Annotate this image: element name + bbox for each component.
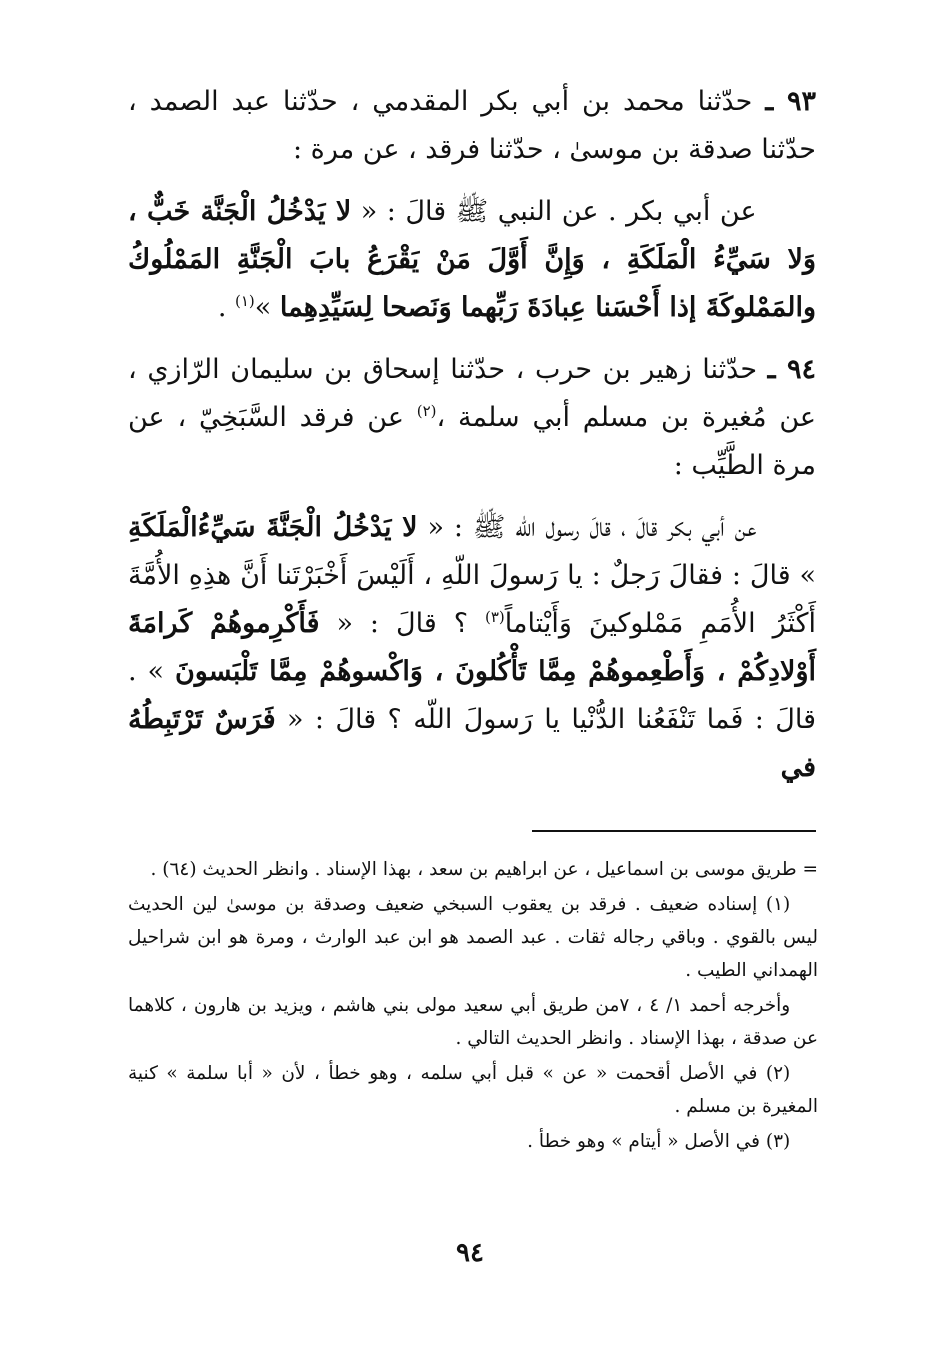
- footnote-continuation: = طريق موسى بن اسماعيل ، عن ابراهيم بن سعد ، بهذا الإسناد . وانظر الحديث (٦٤) .: [150, 859, 818, 880]
- hadith-94-isnad: [128, 346, 816, 490]
- hadith-94-part1: عن أبي بكر قالَ ، قالَ رسول الله ﷺ : «: [417, 512, 757, 543]
- hadith-93-isnad: [128, 78, 816, 174]
- hadith-93-close: »: [254, 292, 280, 323]
- footnote-ref-2: (٢): [416, 402, 437, 420]
- page-number: ٩٤: [456, 1238, 484, 1268]
- footnote-ref-3: (٣): [484, 608, 505, 626]
- footnote-ref-1: (١): [235, 292, 255, 310]
- hadith-94-matn3: فَرَسٌ تَرْتَبِطُهُ في: [128, 704, 816, 783]
- footnote-3: (٣) في الأصل « أيتام » وهو خطأ .: [527, 1131, 791, 1152]
- footnotes: [128, 853, 818, 1160]
- hadith-94-chain-a: حدّثنا زهير بن حرب ، حدّثنا إسحاق بن سليمان الرّازي ، عن مُغيرة بن مسلم أبي سلمة ،: [128, 354, 816, 433]
- hadith-93-number: ٩٣ ـ: [765, 86, 816, 117]
- hadith-93-text: [128, 188, 816, 332]
- hadith-94-chain-b: عن فرقد السَّبَخِيّ ، عن مرة الطَّيِّب :: [128, 402, 816, 481]
- hadith-94-matn1: لا يَدْخُلُ الْجَنَّةَ سَيِّءُالْمَلَكَةِ: [128, 512, 418, 543]
- hadith-94-text: [128, 504, 816, 792]
- hadith-94-part2: » قالَ : فقالَ رَجلٌ : يا رَسولَ اللّهِ ، أَلَيْسَ أَخْبَرْتَنا أَنَّ هذِهِ الأُمَّةَ أَكْثَرُ الأُمَمِ مَمْلوكينَ وَأَيْتاماً: [128, 560, 817, 639]
- footnote-1: (١) إسناده ضعيف . فرقد بن يعقوب السبخي ضعيف وصدقة بن موسىٰ لين الحديث ليس بالقوي . وباقي رجاله ثقات . عبد الصمد هو ابن عبد الوارث ، ومرة هو ابن شراحيل الهمداني الطيب .: [128, 894, 818, 981]
- hadith-94-part4: » . قالَ : فَما تَنْفَعُنا الدُّنْيا يا رَسولَ اللّه ؟ قالَ : «: [128, 656, 816, 735]
- hadith-93-intro: عن أبي بكر . عن النبي ﷺ قالَ : «: [351, 196, 757, 227]
- hadith-93-chain: حدّثنا محمد بن أبي بكر المقدمي ، حدّثنا عبد الصمد ، حدّثنا صدقة بن موسىٰ ، حدّثنا فرقد ، عن مرة :: [128, 86, 816, 165]
- hadith-93-matn: لا يَدْخُلُ الْجَنَّة خَبٌّ ، وَلا سَيِّءُ الْمَلَكَةِ ، وَإِنَّ أَوَّلَ مَنْ يَقْرَعُ بابَ الْجَنَّةِ المَمْلُوكُ والمَمْلوكَةَ إذا أَحْسَنا عِبادَةَ رَبِّهما وَنَصحا لِسَيِّدِهِما: [128, 196, 816, 323]
- main-text: [128, 78, 816, 806]
- hadith-94-part3: ؟ قالَ : «: [319, 608, 485, 639]
- footnote-2: (٢) في الأصل أقحمت « عن » قبل أبي سلمه ، وهو خطأ ، لأن « أبا سلمة » كنية المغيرة بن مسلم .: [128, 1063, 818, 1117]
- hadith-94-number: ٩٤ ـ: [767, 354, 817, 385]
- footnote-separator: [532, 830, 816, 832]
- hadith-94-matn2: فَأَكْرِموهُمْ كَرامَةَ أَوْلادِكُمْ ، وَأَطْعِموهُمْ مِمَّا تَأْكُلونَ ، وَاكْسوهُمْ مِمَّا تَلْبَسونَ: [128, 608, 816, 687]
- hadith-93-end: .: [217, 292, 235, 323]
- footnote-1-continued: وأخرجه أحمد ١/ ٤ ، ٧من طريق أبي سعيد مولى بني هاشم ، ويزيد بن هارون ، كلاهما عن صدقة ، بهذا الإسناد . وانظر الحديث التالي .: [128, 995, 818, 1049]
